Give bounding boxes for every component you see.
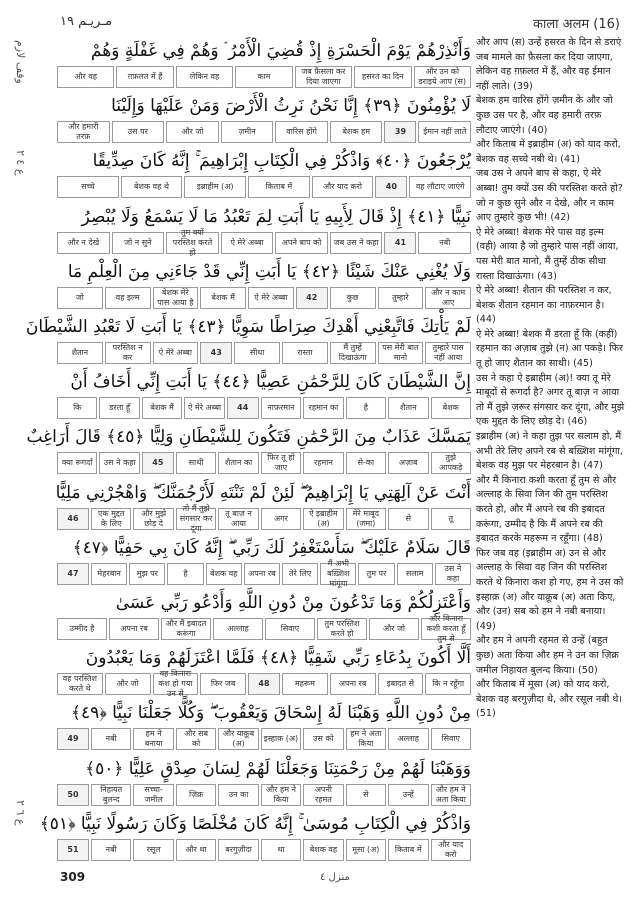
- hindi-verse-paragraph: ऐ मेरे अब्बा! बेशक मैं डरता हूँ कि (कहीं) रहमान का अज़ाब तुझे (न) आ पकड़े। फिर तू हो जाए शैतान का साथी। (45): [476, 328, 623, 370]
- word-meaning-cell: उस पर: [112, 121, 165, 143]
- word-meaning-cell: और उन को डराइये आप (स): [414, 66, 471, 88]
- word-meaning-cell: तुम्हारे: [378, 287, 424, 309]
- word-meaning-cell: उस को: [303, 728, 343, 750]
- word-meaning-cell: रहमान: [303, 452, 343, 474]
- word-meaning-cell: से: [388, 508, 428, 530]
- word-meaning-cell: और हम ने किया: [261, 784, 301, 806]
- hindi-verse-paragraph: और आप (स) उन्हें हसरत के दिन से डराएं जब मामले का फ़ैसला कर दिया जाएगा, लेकिन वह ग़फ़लत में हैं, और वह ईमान नहीं लाते। (39): [476, 37, 622, 92]
- arabic-verse-line: يُرْجَعُونَ ﴿٤٠﴾ وَاذْكُرْ فِي الْكِتَابِ إِبْرَاهِيمَ ۚ إِنَّهُ كَانَ صِدِّيقًا: [92, 151, 471, 172]
- word-translation-strip: [57, 121, 471, 143]
- word-meaning-cell: और जो: [166, 121, 219, 143]
- word-meaning-cell: क्या रूगर्दां: [57, 452, 97, 474]
- word-meaning-cell: जो: [57, 287, 103, 309]
- arabic-verse-line: لَمْ يَأْتِكَ فَاتَّبِعْنِي أَهْدِكَ صِرَاطًا سَوِيًّا ﴿٤٣﴾ يَا أَبَتِ لَا تَعْبُدِ الشَّيْطَانَ: [25, 317, 471, 337]
- word-meaning-cell: है: [167, 563, 203, 585]
- word-meaning-cell: अज़ाब: [388, 452, 428, 474]
- word-meaning-cell: और मैं इबादत करूंगा: [161, 618, 211, 640]
- word-meaning-cell: महरूम: [282, 673, 328, 695]
- word-meaning-cell: वह किनारा कश हो गया उन से: [153, 673, 199, 695]
- word-meaning-cell: उन्हें: [388, 784, 428, 806]
- hindi-verse-paragraph: जब उस ने अपने बाप से कहा, ऐ मेरे अब्बा! तुम क्यों उस की परस्तिश करते हो? जो न कुछ सुने और न देखे, और न काम आए तुम्हारे कुछ भी! (42): [476, 168, 623, 224]
- arabic-verse-line: وَلَا يُغْنِي عَنْكَ شَيْئًا ﴿٤٢﴾ يَا أَبَتِ إِنِّي قَدْ جَاءَنِي مِنَ الْعِلْمِ مَا: [67, 261, 471, 282]
- word-meaning-cell: मैं अभी बख़्शिश मांगूंगा: [320, 563, 356, 585]
- manzil-label: منزل ٤: [320, 872, 350, 883]
- word-meaning-cell: शैतान: [57, 342, 103, 364]
- word-meaning-cell: अपने बाप को: [275, 232, 328, 254]
- word-meaning-cell: तू: [431, 508, 471, 530]
- arabic-verse-line: أَلَّا أَكُونَ بِدُعَاءِ رَبِّي شَقِيًّا ﴿٤٨﴾ فَلَمَّا اعْتَزَلَهُمْ وَمَا يَعْبُدُونَ: [85, 648, 471, 669]
- word-meaning-cell: तुझे आपकड़े: [431, 452, 471, 474]
- hindi-verse-paragraph: और हम ने अपनी रहमत से उन्हें (बहुत कुछ) अता किया और हम ने उन का ज़िक्र जमील निहायत बुलन्द किया। (50): [476, 635, 619, 676]
- word-meaning-cell: तुम परस्तिश करते हो: [317, 618, 367, 640]
- word-meaning-cell: मैं तुम्हें दिखाऊंगा: [330, 342, 376, 364]
- word-translation-strip: [57, 614, 471, 643]
- word-meaning-cell: ऐ मेरे अब्बा: [153, 342, 199, 364]
- arabic-verse-line: وَوَهَبْنَا لَهُمْ مِنْ رَحْمَتِنَا وَجَعَلْنَا لَهُمْ لِسَانَ صِدْقٍ عَلِيًّا ﴿٥٠﴾: [85, 758, 471, 779]
- ruku-mark: ع ٦ ٢: [14, 800, 27, 826]
- word-meaning-cell: वारिस होंगे: [275, 121, 328, 143]
- waqf-mark: وقف لازم: [14, 40, 27, 84]
- surah-title: مـريـم ١٩: [60, 14, 113, 29]
- word-meaning-cell: साथी: [176, 452, 216, 474]
- word-meaning-cell: और याद करो: [312, 176, 374, 198]
- verse-number-cell: 46: [57, 508, 89, 530]
- word-meaning-cell: पस मेरी बात मानो: [378, 342, 424, 364]
- word-meaning-cell: निहायत बुलन्द: [91, 784, 131, 806]
- verse-number-cell: 39: [384, 121, 416, 143]
- word-meaning-cell: तुम्हारे पास नहीं आया: [425, 342, 471, 364]
- word-meaning-cell: उम्मीद है: [57, 618, 107, 640]
- arabic-verse-line: وَأَنْذِرْهُمْ يَوْمَ الْحَسْرَةِ إِذْ قُضِيَ الْأَمْرُ ۘ وَهُمْ فِي غَفْلَةٍ وَهُمْ: [90, 41, 471, 61]
- word-meaning-cell: और किनारा कशी करता हूँ तुम से: [421, 618, 471, 640]
- hindi-verse-paragraph: और किताब में मूसा (अ) को याद करो, बेशक वह बरगुज़ीदा थे, और रसूल नबी थे। (51): [476, 679, 623, 720]
- word-translation-strip: [57, 558, 471, 588]
- word-translation-strip: [57, 728, 471, 750]
- hindi-verse-paragraph: बेशक हम वारिस होंगे ज़मीन के और जो कुछ उस पर है, और वह हमारी तरफ़ लौटाए जाएंगे। (40): [476, 95, 613, 136]
- word-meaning-cell: और याक़ूब (अ): [218, 728, 258, 750]
- verse-row: [39, 809, 471, 878]
- verse-number-cell: 43: [200, 342, 232, 364]
- word-meaning-cell: अगर: [261, 508, 301, 530]
- word-meaning-cell: फिर जब: [200, 673, 246, 695]
- word-meaning-cell: बेशक: [431, 397, 471, 419]
- word-translation-strip: [57, 839, 471, 861]
- verse-number-cell: 51: [57, 839, 89, 861]
- page-number: 309: [60, 870, 86, 884]
- word-translation-strip: [57, 227, 471, 257]
- word-meaning-cell: से: [346, 784, 386, 806]
- word-meaning-cell: नबी: [418, 232, 471, 254]
- word-meaning-cell: हम ने बनाया: [133, 728, 173, 750]
- word-meaning-cell: बेशक मैं: [142, 397, 182, 419]
- word-meaning-cell: मूसा (अ): [346, 839, 386, 861]
- hindi-verse-paragraph: और किताब में इब्राहीम (अ) को याद करो, बेशक वह सच्चे नबी थे। (41): [476, 139, 621, 165]
- word-meaning-cell: नाफ़रमान: [261, 397, 301, 419]
- word-meaning-cell: रहमान का: [303, 397, 343, 419]
- word-meaning-cell: ईमान नहीं लाते: [418, 121, 471, 143]
- word-meaning-cell: ज़िक्र: [176, 784, 216, 806]
- word-meaning-cell: से-का: [346, 452, 386, 474]
- word-meaning-cell: मेहरबान: [91, 563, 127, 585]
- word-meaning-cell: सच्चे: [57, 176, 119, 198]
- word-meaning-cell: ज़मीन: [221, 121, 274, 143]
- word-meaning-cell: और जो: [105, 673, 151, 695]
- word-meaning-cell: अपना रब: [244, 563, 280, 585]
- word-translation-strip: [57, 669, 471, 699]
- word-meaning-cell: और हमारी तरफ़: [57, 121, 110, 143]
- word-translation-strip: [57, 287, 471, 309]
- para-title: काला अलम (16): [532, 17, 620, 32]
- word-translation-strip: [57, 784, 471, 806]
- hindi-verse-paragraph: ऐ मेरे अब्बा! शैतान की परस्तिश न कर, बेशक शैतान रहमान का नाफ़रमान है। (44): [476, 285, 612, 326]
- verse-number-cell: 48: [248, 673, 280, 695]
- arabic-verse-line: وَاذْكُرْ فِي الْكِتَابِ مُوسَىٰ ۚ إِنَّهُ كَانَ مُخْلَصًا وَكَانَ رَسُولًا نَبِيًّا ﴿٥١﴾: [39, 813, 471, 834]
- word-translation-strip: [57, 342, 471, 364]
- arabic-verse-line: أَنْتَ عَنْ آلِهَتِي يَا إِبْرَاهِيمُ ۖ لَئِنْ لَمْ تَنْتَهِ لَأَرْجُمَنَّكَ ۖ وَاهْجُرْنِي مَلِيًّا: [55, 482, 471, 503]
- word-translation-strip: [57, 503, 471, 533]
- word-meaning-cell: तुम पर: [358, 563, 394, 585]
- word-meaning-cell: सलाम: [397, 563, 433, 585]
- word-meaning-cell: सिवाए: [431, 728, 471, 750]
- hindi-verse-paragraph: ऐ मेरे अब्बा! बेशक मेरे पास वह इल्म (वही) आया है जो तुम्हारे पास नहीं आया, पस मेरी बात मानो, मैं तुम्हें ठीक सीधा रास्ता दिखाऊंगा। (43): [476, 226, 619, 282]
- word-meaning-cell: और वह: [57, 66, 114, 88]
- word-meaning-cell: शैतान का: [218, 452, 258, 474]
- word-meaning-cell: एक मुद्दत के लिए: [91, 508, 131, 530]
- word-meaning-cell: और न देखे: [57, 232, 110, 254]
- word-meaning-cell: अपना रब: [109, 618, 159, 640]
- word-meaning-cell: उस ने कहा: [435, 563, 471, 585]
- word-meaning-cell: कि: [57, 397, 97, 419]
- word-meaning-cell: ऐ इब्राहीम (अ): [303, 508, 343, 530]
- word-meaning-cell: और सब को: [176, 728, 216, 750]
- word-meaning-cell: परस्तिश न कर: [105, 342, 151, 364]
- hindi-verse-paragraph: उस ने कहा ऐ इब्राहीम (अ)! क्या तू मेरे माबूदों से रूगर्दां है? अगर तू बाज़ न आया तो मैं तुझे ज़रूर संगसार कर दूंगा, और मुझे एक मुद्दत के लिए छोड़ दे। (46): [476, 372, 625, 428]
- ruku-mark: ع ٤ ٢: [14, 150, 27, 176]
- word-meaning-cell: सिवाए: [265, 618, 315, 640]
- word-meaning-cell: सच्चा-जमील: [133, 784, 173, 806]
- word-meaning-cell: इब्राहीम (अ): [184, 176, 246, 198]
- hindi-verse-paragraph: फिर जब वह (इब्राहीम अ) उन से और अल्लाह के सिवा वह जिन की परस्तिश करते थे किनारा कश हो गए, हम ने उस को इस्हाक़ (अ) और याक़ूब (अ) अता किए, और (उन) सब को हम ने नबी बनाया। (49): [476, 547, 624, 632]
- word-meaning-cell: अपना रब: [330, 673, 376, 695]
- word-meaning-cell: शैतान: [388, 397, 428, 419]
- hindi-verse-paragraph: इब्राहीम (अ) ने कहा तुझ पर सलाम हो, मैं अभी तेरे लिए अपने रब से बख़्शिश मांगूंगा, बेशक वह मुझ पर मेहरबान है। (47): [476, 431, 623, 472]
- word-meaning-cell: और न काम आए: [425, 287, 471, 309]
- word-meaning-cell: अपनी रहमत: [303, 784, 343, 806]
- word-meaning-cell: डरता हूँ: [99, 397, 139, 419]
- word-meaning-cell: और था: [176, 839, 216, 861]
- word-meaning-cell: इस्हाक़ (अ): [261, 728, 301, 750]
- word-meaning-cell: फिर तू हो जाए: [261, 452, 301, 474]
- word-meaning-cell: बेशक मैं: [200, 287, 246, 309]
- word-meaning-cell: हसरत का दिन: [354, 66, 411, 88]
- arabic-verse-line: قَالَ سَلَامٌ عَلَيْكَ ۖ سَأَسْتَغْفِرُ لَكَ رَبِّي ۖ إِنَّهُ كَانَ بِي حَفِيًّا ﴿٤٧﴾: [72, 537, 471, 558]
- word-meaning-cell: और जो: [369, 618, 419, 640]
- word-meaning-cell: जब फ़ैसला कर दिया जाएगा: [295, 66, 352, 88]
- word-meaning-cell: ग़फ़लत में हैं: [116, 66, 173, 88]
- word-translation-strip: [57, 397, 471, 419]
- word-meaning-cell: ऐ मेरे अब्बा: [248, 287, 294, 309]
- word-meaning-cell: मुझ पर: [129, 563, 165, 585]
- verse-number-cell: 44: [227, 397, 259, 419]
- verse-number-cell: 40: [375, 176, 407, 198]
- word-meaning-cell: सीधा: [234, 342, 280, 364]
- arabic-verse-line: إِنَّ الشَّيْطَانَ كَانَ لِلرَّحْمَٰنِ عَصِيًّا ﴿٤٤﴾ يَا أَبَتِ إِنِّي أَخَافُ أَنْ: [70, 372, 471, 393]
- word-meaning-cell: नबी: [91, 839, 131, 861]
- word-translation-strip: [57, 66, 471, 88]
- word-meaning-cell: कुछ: [330, 287, 376, 309]
- word-meaning-cell: बेशक मेरे पास आया है: [153, 287, 199, 309]
- verse-number-cell: 45: [142, 452, 174, 474]
- word-meaning-cell: तो मैं तुझे संगसार कर दूंगा: [176, 508, 216, 530]
- word-meaning-cell: किताब में: [388, 839, 428, 861]
- word-meaning-cell: काम: [235, 66, 292, 88]
- word-meaning-cell: जो न सुने: [112, 232, 165, 254]
- verse-number-cell: 41: [384, 232, 416, 254]
- word-meaning-cell: बेशक वह थे: [121, 176, 183, 198]
- arabic-verse-line: نَبِيًّا ﴿٤١﴾ إِذْ قَالَ لِأَبِيهِ يَا أَبَتِ لِمَ تَعْبُدُ مَا لَا يَسْمَعُ وَلَا يُبْصِرُ: [81, 206, 471, 227]
- word-translation-strip: [57, 176, 471, 198]
- word-meaning-cell: था: [261, 839, 301, 861]
- arabic-verse-line: يَمَسَّكَ عَذَابٌ مِنَ الرَّحْمَٰنِ فَتَكُونَ لِلشَّيْطَانِ وَلِيًّا ﴿٤٥﴾ قَالَ أَرَاغِبٌ: [26, 427, 471, 448]
- word-meaning-cell: बेशक हम: [330, 121, 383, 143]
- word-meaning-cell: मेरे माबूद (जमा): [346, 508, 386, 530]
- word-meaning-cell: नबी: [91, 728, 131, 750]
- word-translation-strip: [57, 452, 471, 474]
- page-header: [60, 14, 620, 32]
- word-meaning-cell: हम ने अता किया: [346, 728, 386, 750]
- word-meaning-cell: तू बाज़ न आया: [218, 508, 258, 530]
- verse-number-cell: 47: [57, 563, 89, 585]
- word-meaning-cell: बेशक वह: [303, 839, 343, 861]
- page-footer: [60, 870, 620, 892]
- word-meaning-cell: और हम ने अता किया: [431, 784, 471, 806]
- verse-number-cell: 49: [57, 728, 89, 750]
- word-meaning-cell: उस ने कहा: [99, 452, 139, 474]
- verse-grid: [25, 36, 471, 864]
- word-meaning-cell: वह इल्म: [105, 287, 151, 309]
- word-meaning-cell: जब उस ने कहा: [330, 232, 383, 254]
- word-meaning-cell: रसूल: [133, 839, 173, 861]
- hindi-verse-paragraph: और मैं किनारा कशी करता हूँ तुम से और अल्लाह के सिवा जिन की तुम परस्तिश करते हो, और मैं अपने रब की इबादत करूंगा, उम्मीद है कि मैं अपने रब की इबादत करके महरूम न रहूँगा। (48): [476, 474, 617, 545]
- verse-number-cell: 42: [296, 287, 328, 309]
- word-meaning-cell: वह लौटाए जाएंगे: [409, 176, 471, 198]
- word-meaning-cell: अल्लाह: [388, 728, 428, 750]
- word-meaning-cell: रास्ता: [282, 342, 328, 364]
- word-meaning-cell: उन का: [218, 784, 258, 806]
- arabic-verse-line: وَأَعْتَزِلُكُمْ وَمَا تَدْعُونَ مِنْ دُونِ اللَّهِ وَأَدْعُو رَبِّي عَسَىٰ: [115, 593, 471, 613]
- word-meaning-cell: और मुझे छोड़ दे: [133, 508, 173, 530]
- word-meaning-cell: कि न रहूँगा: [425, 673, 471, 695]
- word-meaning-cell: अल्लाह: [213, 618, 263, 640]
- word-meaning-cell: और याद करो: [431, 839, 471, 861]
- word-meaning-cell: है: [346, 397, 386, 419]
- arabic-verse-line: مِنْ دُونِ اللَّهِ وَهَبْنَا لَهُ إِسْحَاقَ وَيَعْقُوبَ ۖ وَكُلًّا جَعَلْنَا نَبِيًّا ﴿٤٩﴾: [70, 703, 471, 724]
- word-meaning-cell: तेरे लिए: [282, 563, 318, 585]
- word-meaning-cell: ऐ मेरे अब्बा: [184, 397, 224, 419]
- word-meaning-cell: वह परस्तिश करते थे: [57, 673, 103, 695]
- word-meaning-cell: लेकिन वह: [176, 66, 233, 88]
- word-meaning-cell: ऐ मेरे अब्बा: [221, 232, 274, 254]
- margin-marks: [6, 40, 52, 880]
- verse-number-cell: 50: [57, 784, 89, 806]
- word-meaning-cell: किताब में: [248, 176, 310, 198]
- word-meaning-cell: बरगुज़ीदा: [218, 839, 258, 861]
- word-meaning-cell: बेशक वह: [206, 563, 242, 585]
- hindi-translation-column: [476, 36, 626, 864]
- word-meaning-cell: इबादत से: [378, 673, 424, 695]
- word-meaning-cell: तुम क्यों परस्तिश करते हो: [166, 232, 219, 254]
- arabic-verse-line: لَا يُؤْمِنُونَ ﴿٣٩﴾ إِنَّا نَحْنُ نَرِثُ الْأَرْضَ وَمَنْ عَلَيْهَا وَإِلَيْنَا: [111, 96, 471, 117]
